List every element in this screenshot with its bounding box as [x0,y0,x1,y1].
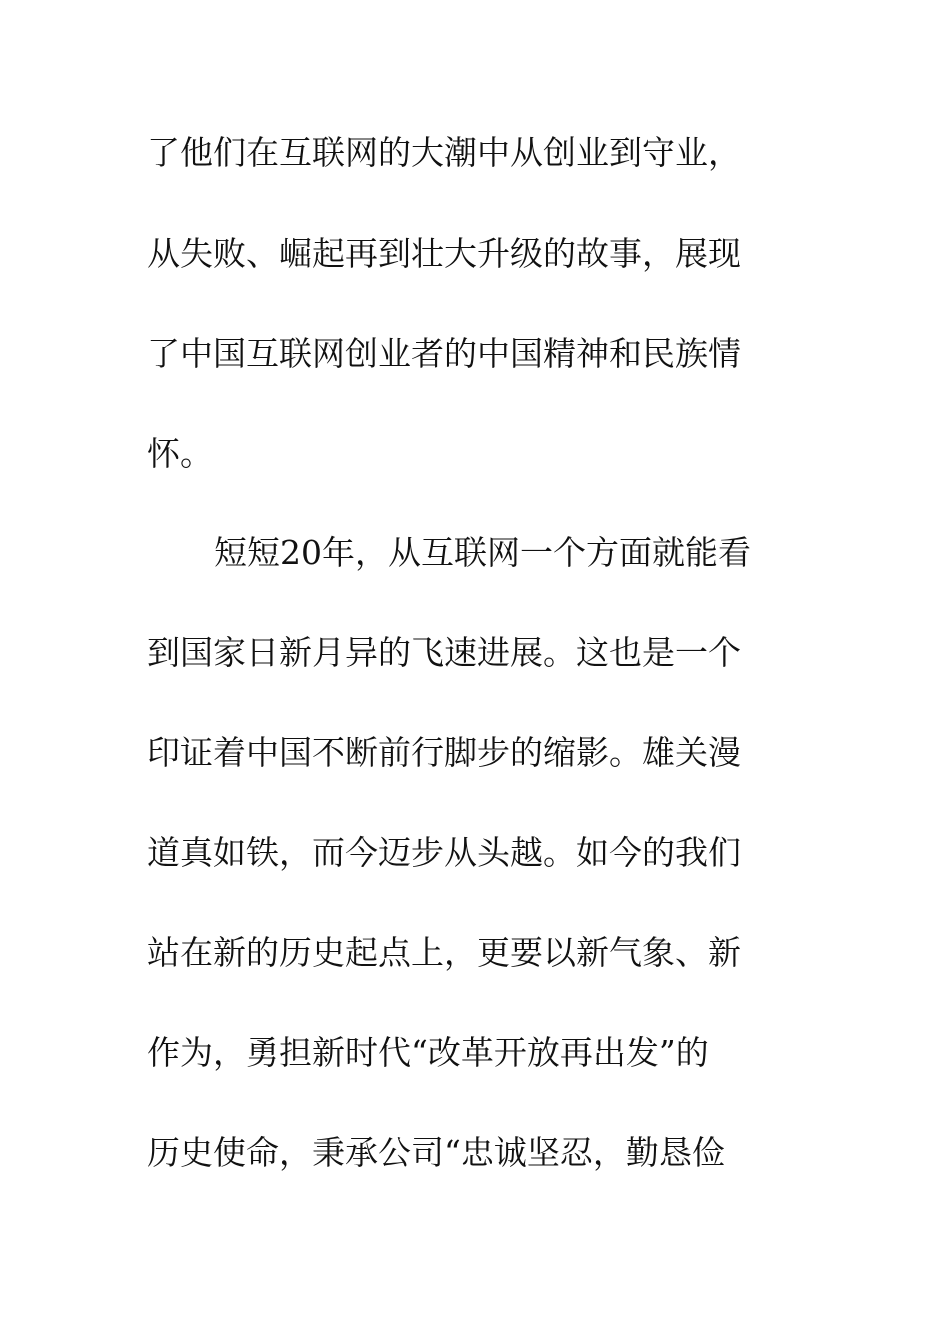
text-line: 从失败、崛起再到壮大升级的故事，展现 [147,234,741,273]
text-line: 印证着中国不断前行脚步的缩影。雄关漫 [147,733,741,772]
text-line: 了他们在互联网的大潮中从创业到守业， [147,133,741,172]
text-line: 了中国互联网创业者的中国精神和民族情 [147,334,741,373]
paragraph-first-line: 短短20年，从互联网一个方面就能看 [214,533,751,572]
text-line: 道真如铁，而今迈步从头越。如今的我们 [147,833,741,872]
text-line: 作为，勇担新时代“改革开放再出发”的 [147,1033,709,1072]
text-line: 到国家日新月异的飞速进展。这也是一个 [147,633,741,672]
text-line: 历史使命，秉承公司“忠诚坚忍，勤恳俭 [147,1133,725,1172]
text-line: 怀。 [147,434,213,473]
text-line: 站在新的历史起点上，更要以新气象、新 [147,933,741,972]
